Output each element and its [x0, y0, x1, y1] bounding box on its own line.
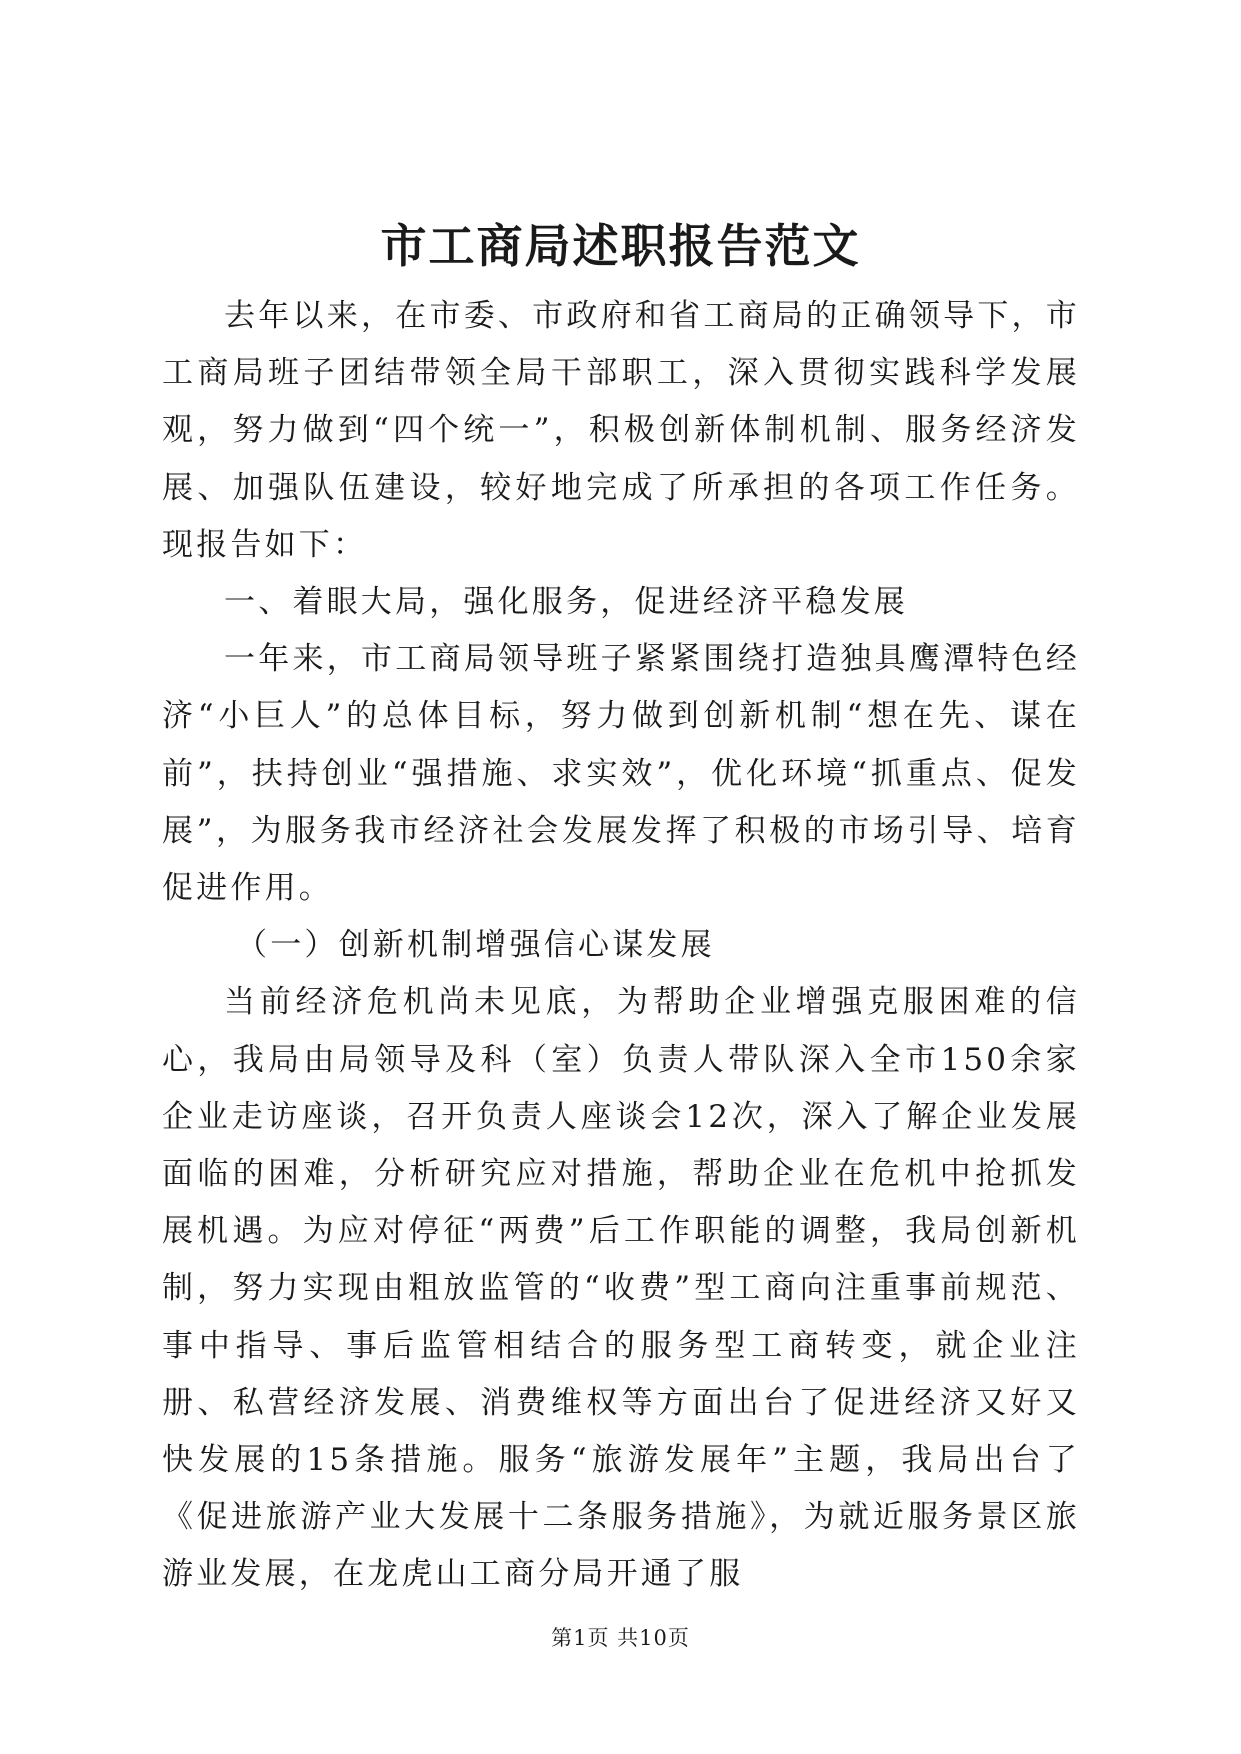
subsection-heading-1: （一）创新机制增强信心谋发展: [236, 927, 715, 964]
paragraph-section-1: 一年来，市工商局领导班子紧紧围绕打造独具鹰潭特色经济“小巨人”的总体目标，努力做到创新机制“想在先、谋在前”，扶持创业“强措施、求实效”，优化环境“抓重点、促发展”，为服务我市经济社会发展发挥了积极的市场引导、培育促进作用。: [162, 641, 1080, 907]
paragraph-intro: 去年以来，在市委、市政府和省工商局的正确领导下，市工商局班子团结带领全局干部职工，深入贯彻实践科学发展观，努力做到“四个统一”，积极创新体制机制、服务经济发展、加强队伍建设，较好地完成了所承担的各项工作任务。现报告如下：: [162, 298, 1080, 563]
page-number-footer: 第1页 共10页: [551, 1626, 690, 1650]
document-body: [162, 288, 1080, 1604]
document-title: 市工商局述职报告范文: [380, 219, 861, 273]
paragraph-subsection-1: 当前经济危机尚未见底，为帮助企业增强克服困难的信心，我局由局领导及科（室）负责人带队深入全市150余家企业走访座谈，召开负责人座谈会12次，深入了解企业发展面临的困难，分析研究应对措施，帮助企业在危机中抢抓发展机遇。为应对停征“两费”后工作职能的调整，我局创新机制，努力实现由粗放监管的“收费”型工商向注重事前规范、事中指导、事后监管相结合的服务型工商转变，就企业注册、私营经济发展、消费维权等方面出台了促进经济又好又快发展的15条措施。服务“旅游发展年”主题，我局出台了《促进旅游产业大发展十二条服务措施》，为就近服务景区旅游业发展，在龙虎山工商分局开通了服: [162, 984, 1080, 1593]
section-heading-1: 一、着眼大局，强化服务，促进经济平稳发展: [224, 584, 908, 621]
